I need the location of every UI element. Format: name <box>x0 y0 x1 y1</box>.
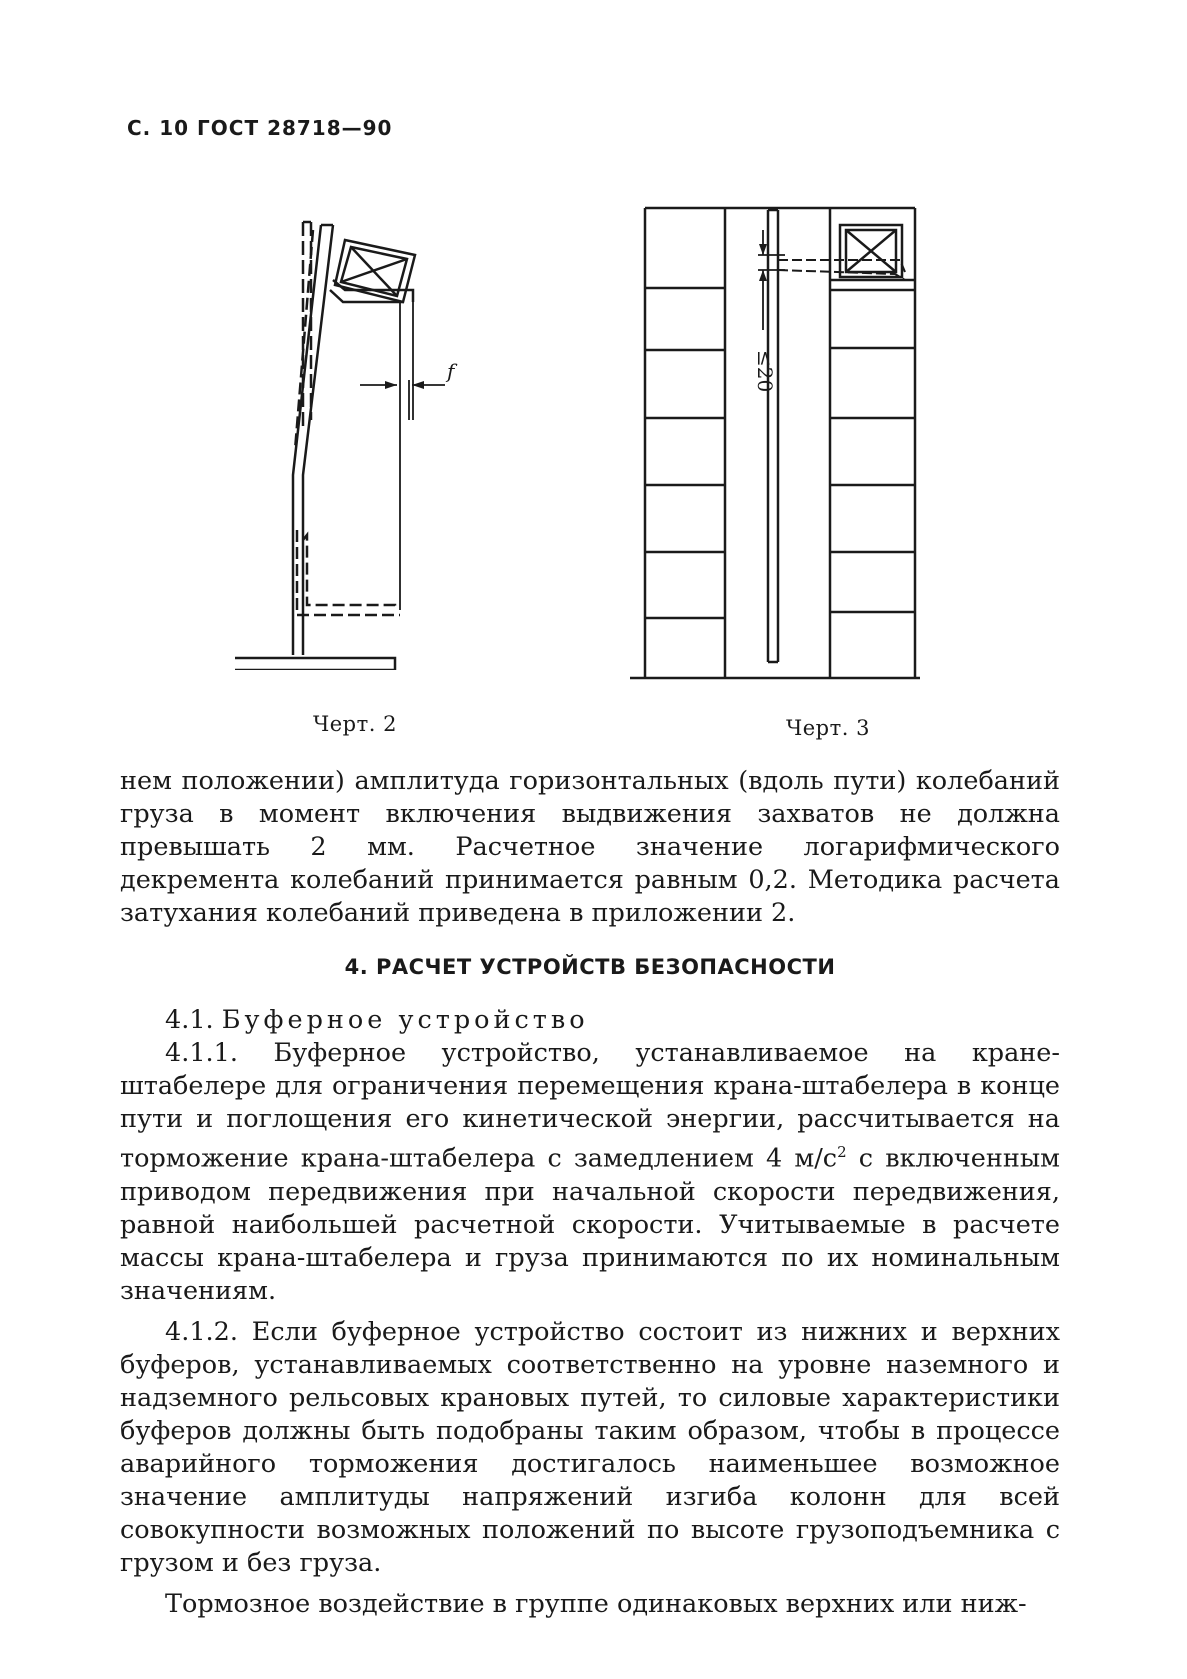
figure-3-caption: Черт. 3 <box>786 716 870 740</box>
paragraph-4-1-1 <box>120 1037 1060 1308</box>
figure-2 <box>235 210 495 670</box>
paragraph-last: Тормозное воздействие в группе одинаковых верхних или ниж- <box>165 1588 1027 1619</box>
page-header: С. 10 ГОСТ 28718—90 <box>127 116 393 140</box>
paragraph-4-1-1-sup: 2 <box>837 1143 847 1161</box>
figure-3 <box>630 200 920 680</box>
subsection-number: 4.1. <box>165 1005 214 1035</box>
paragraph-4-1-2: 4.1.2. Если буферное устройство состоит из нижних и верхних буферов, устанавливаемых соответственно на уровне наземного и надземного рельсовых крановых путей, то силовые характеристики буферов должны быть подобраны таким образом, чтобы в процессе аварийного торможения достигалось наименьшее возможное значение амплитуды напряжений изгиба колонн для всей совокупности возможных положений по высоте грузоподъемника с грузом и без груза. <box>120 1316 1060 1578</box>
subsection-heading <box>120 1004 1060 1037</box>
paragraph-4-1-1-start: 4.1.1. Буферное устройство, устанавливаемое на кране-штабелере для ограничения перемещения крана-штабелера в конце пути и поглощения его кинетической энергии, рассчитывается на торможение крана-штабелера с замедлением 4 м/с <box>120 1038 1060 1174</box>
paragraph-4-1-1-end: с включенным приводом передвижения при начальной скорости передвижения, равной наибольшей расчетной скорости. Учитываемые в расчете массы крана-штабелера и груза принимаются по их номинальным значениям. <box>120 1143 1060 1306</box>
figure-3-drawing <box>630 200 920 680</box>
figure-2-caption: Черт. 2 <box>313 712 397 736</box>
intro-paragraph-block <box>120 765 1060 930</box>
figure-2-label-f: f <box>447 359 455 383</box>
intro-paragraph: нем положении) амплитуда горизонтальных (вдоль пути) колебаний груза в момент включения выдвижения захватов не должна превышать 2 мм. Расчетное значение логарифмического декремента колебаний принимается равным 0,2. Методика расчета затухания колебаний приведена в приложении 2. <box>120 766 1060 928</box>
section-body <box>120 1004 1060 1621</box>
subsection-title: Буферное устройство <box>221 1005 589 1035</box>
section-heading: 4. РАСЧЕТ УСТРОЙСТВ БЕЗОПАСНОСТИ <box>344 955 836 979</box>
figure-2-drawing <box>235 210 495 670</box>
figure-3-dimension-label: ≤20 <box>753 350 777 393</box>
